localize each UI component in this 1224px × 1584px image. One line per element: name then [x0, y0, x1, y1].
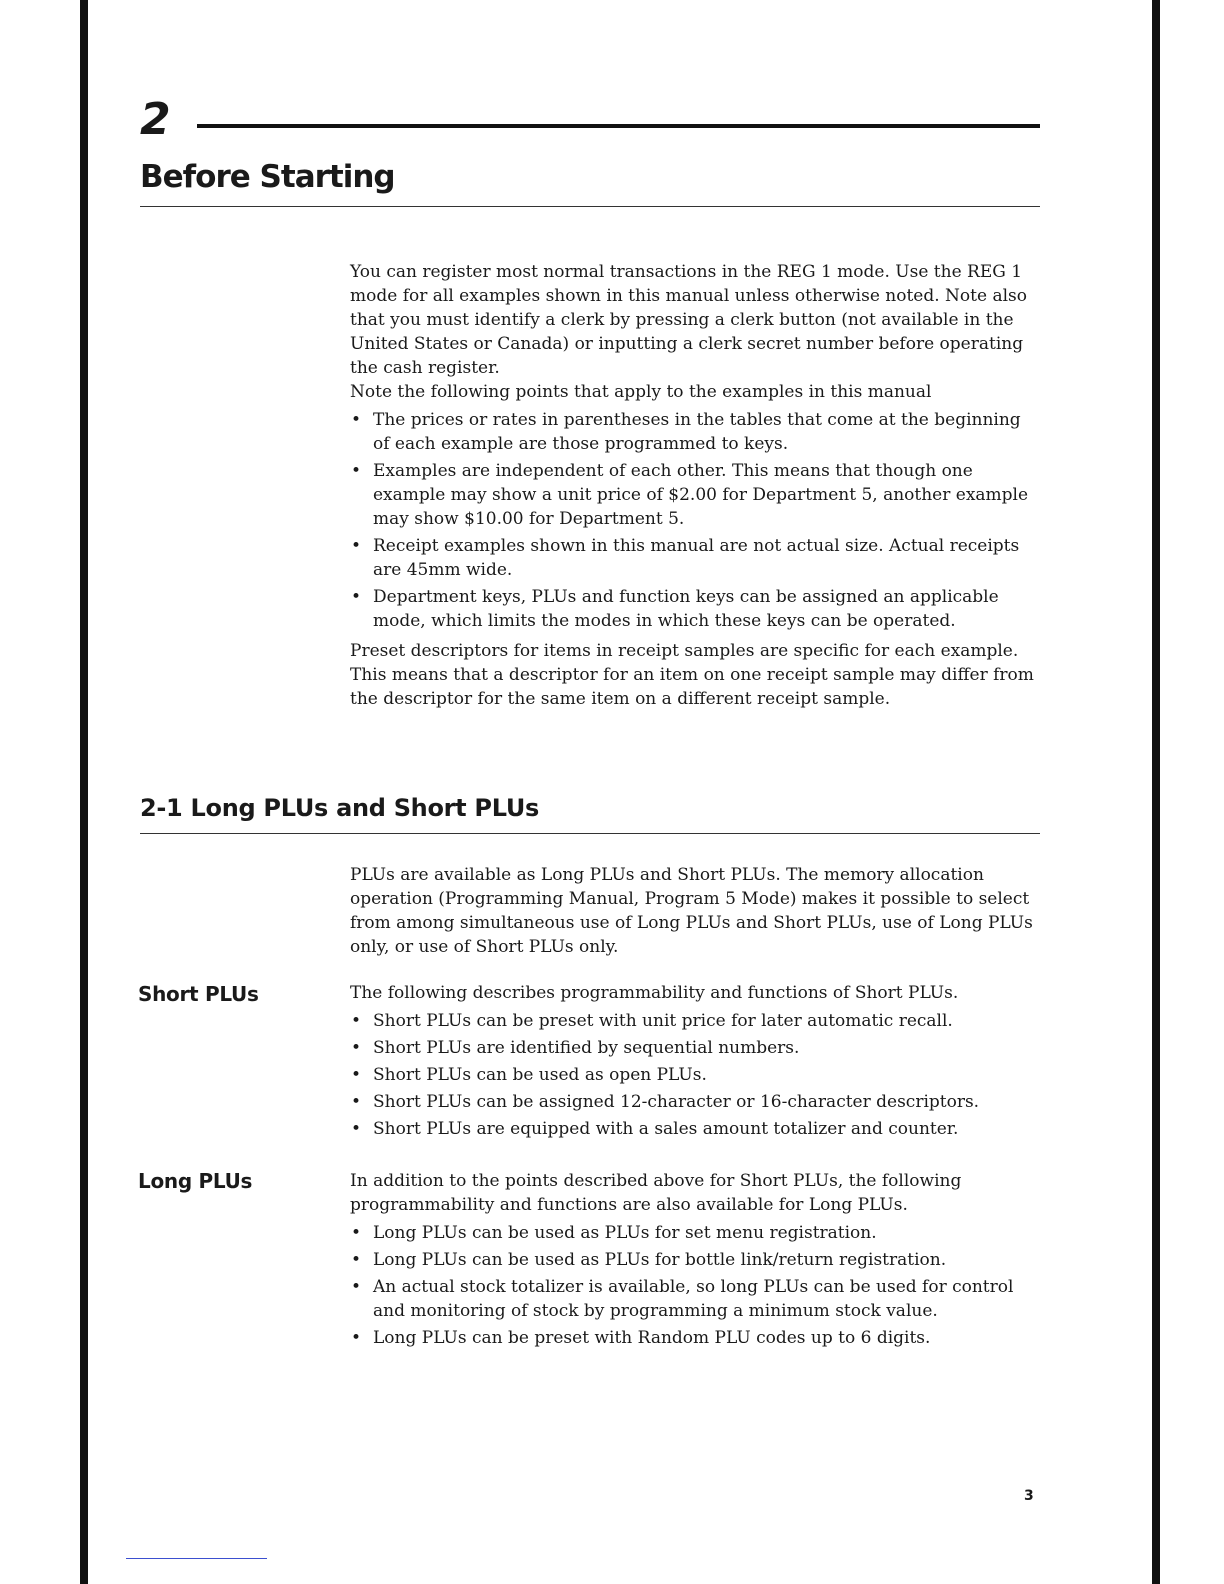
long-plus-lead: In addition to the points described above for Short PLUs, the following programmability and functions are also available for Long PLUs.	[350, 1171, 962, 1215]
page-number: 3	[1024, 1488, 1034, 1504]
short-plus-bullet: • Short PLUs can be used as open PLUs.	[350, 1063, 1040, 1087]
long-plus-bullet-list	[350, 1221, 1040, 1350]
long-plus-bullet: • An actual stock totalizer is available, so long PLUs can be used for control and monitoring of stock by programming a minimum stock value.	[350, 1275, 1040, 1323]
short-plus-bullet-list	[350, 1009, 1040, 1141]
long-plus-heading: Long PLUs	[138, 1169, 253, 1193]
long-plus-bullet: • Long PLUs can be preset with Random PLU codes up to 6 digits.	[350, 1326, 1040, 1350]
chapter-title: Before Starting	[140, 159, 395, 195]
intro-paragraph-2: Note the following points that apply to the examples in this manual	[350, 382, 932, 402]
intro-bullet: • Department keys, PLUs and function keys can be assigned an applicable mode, which limits the modes in which these keys can be operated.	[350, 585, 1040, 633]
section-intro-paragraph: PLUs are available as Long PLUs and Short PLUs. The memory allocation operation (Programming Manual, Program 5 Mode) makes it possible to select from among simultaneous use of Long PLUs and Short PLUs, use of Long PLUs only, or use of Short PLUs only.	[350, 865, 1033, 957]
intro-paragraph-1: You can register most normal transactions in the REG 1 mode. Use the REG 1 mode for all examples shown in this manual unless otherwise noted. Note also that you must identify a clerk by pressing a clerk button (not available in the United States or Canada) or inputting a clerk secret number before operating the cash register.	[350, 262, 1027, 378]
short-plus-heading: Short PLUs	[138, 982, 259, 1006]
short-plus-lead: The following describes programmability and functions of Short PLUs.	[350, 983, 959, 1003]
short-plus-bullet: • Short PLUs can be assigned 12-character or 16-character descriptors.	[350, 1090, 1040, 1114]
short-plus-bullet: • Short PLUs are equipped with a sales amount totalizer and counter.	[350, 1117, 1040, 1141]
section-divider	[140, 833, 1040, 834]
intro-bullet: • Examples are independent of each other. This means that though one example may show a unit price of $2.00 for Department 5, another example may show $10.00 for Department 5.	[350, 459, 1040, 531]
intro-bullet: • The prices or rates in parentheses in the tables that come at the beginning of each example are those programmed to keys.	[350, 408, 1040, 456]
scan-edge-right	[1152, 0, 1160, 1584]
short-plus-bullet: • Short PLUs are identified by sequential numbers.	[350, 1036, 1040, 1060]
section-title: 2-1 Long PLUs and Short PLUs	[140, 794, 540, 822]
intro-bullet-list	[350, 408, 1040, 633]
long-plus-bullet: • Long PLUs can be used as PLUs for set menu registration.	[350, 1221, 1040, 1245]
title-divider	[140, 206, 1040, 207]
scan-edge-left	[80, 0, 88, 1584]
intro-bullet: • Receipt examples shown in this manual are not actual size. Actual receipts are 45mm wide.	[350, 534, 1040, 582]
short-plus-bullet: • Short PLUs can be preset with unit price for later automatic recall.	[350, 1009, 1040, 1033]
chapter-rule	[197, 124, 1040, 128]
chapter-number: 2	[140, 94, 171, 145]
long-plus-block	[350, 1169, 1040, 1356]
intro-paragraph-3: Preset descriptors for items in receipt samples are specific for each example. This means that a descriptor for an item on one receipt sample may differ from the descriptor for the same item on a different receipt sample.	[350, 641, 1034, 709]
short-plus-block	[350, 981, 1040, 1147]
footer-mark	[126, 1558, 267, 1559]
intro-block	[350, 260, 1040, 711]
section-intro-block	[350, 863, 1040, 959]
long-plus-bullet: • Long PLUs can be used as PLUs for bottle link/return registration.	[350, 1248, 1040, 1272]
